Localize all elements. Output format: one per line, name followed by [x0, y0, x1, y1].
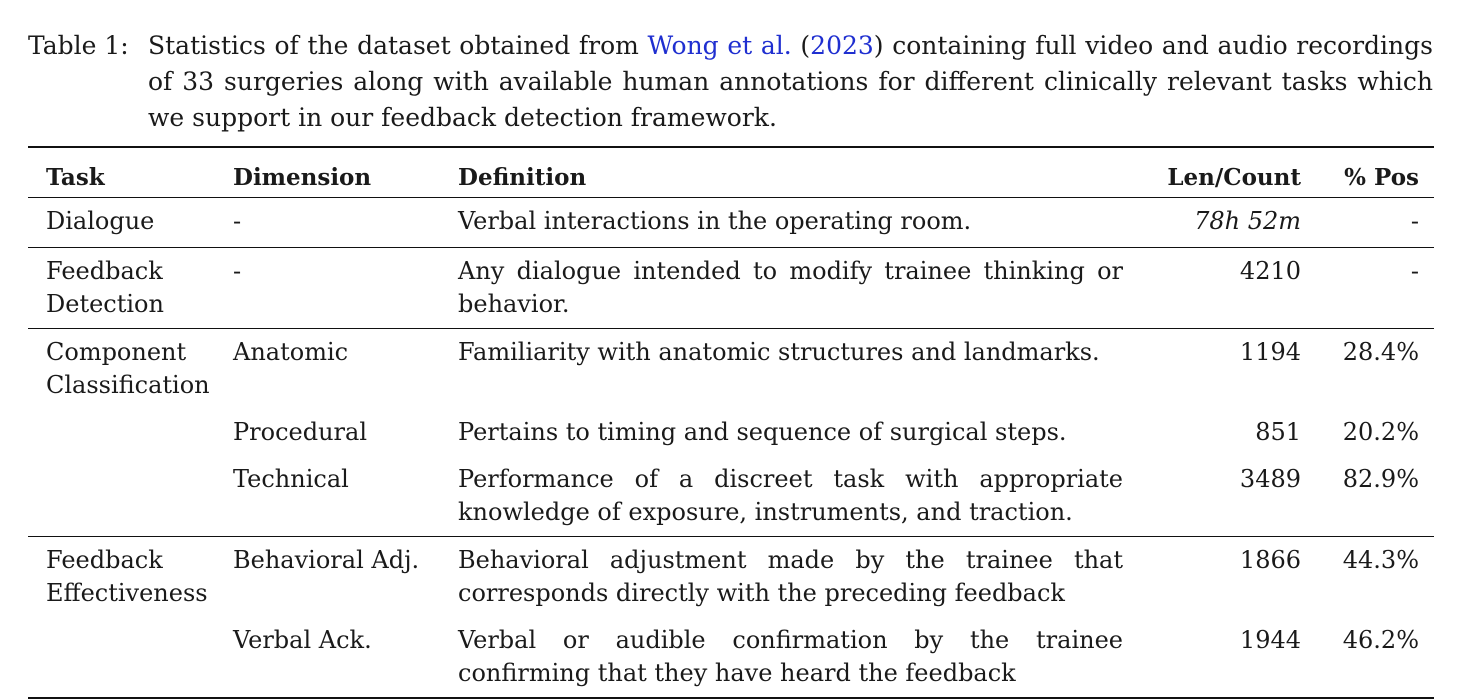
dimension-cell: Technical [233, 465, 349, 493]
definition-cell: Verbal interactions in the operating room. [458, 207, 972, 235]
task-cell: Component Classification [46, 338, 210, 399]
table-group [28, 248, 1434, 329]
table-header-row [28, 148, 1434, 198]
table-row [28, 205, 1434, 238]
len-count-cell: 851 [1255, 418, 1301, 446]
len-count-cell: 1866 [1239, 546, 1301, 574]
table-row [28, 624, 1434, 690]
citation-year-link[interactable]: 2023 [810, 31, 874, 60]
table-row [28, 255, 1434, 321]
header-dimension: Dimension [233, 164, 372, 191]
len-count-cell: 3489 [1239, 465, 1301, 493]
definition-cell: Any dialogue intended to modify trainee thinking or behavior. [458, 257, 1123, 318]
table-group [28, 329, 1434, 537]
pct-pos-cell: - [1410, 207, 1419, 235]
caption-text-start: Statistics of the dataset obtained from [148, 31, 648, 60]
table-row [28, 544, 1434, 610]
header-len-count: Len/Count [1167, 164, 1301, 191]
dimension-cell: Verbal Ack. [233, 626, 372, 654]
caption-year-open: ( [791, 31, 811, 60]
len-count-cell: 78h 52m [1194, 207, 1301, 235]
definition-cell: Familiarity with anatomic structures and landmarks. [458, 338, 1100, 366]
pct-pos-cell: 20.2% [1342, 418, 1419, 446]
header-definition: Definition [458, 164, 587, 191]
dimension-cell: Procedural [233, 418, 367, 446]
task-cell [28, 463, 215, 529]
task-cell: Dialogue [46, 207, 155, 235]
task-cell [28, 416, 215, 449]
dimension-cell: Behavioral Adj. [233, 546, 420, 574]
pct-pos-cell: 46.2% [1342, 626, 1419, 654]
citation-author-link[interactable]: Wong et al. [647, 31, 792, 60]
header-pct-pos: % Pos [1344, 164, 1419, 191]
pct-pos-cell: 44.3% [1342, 546, 1419, 574]
task-cell: Feedback Detection [46, 257, 164, 318]
dimension-cell: Anatomic [233, 338, 349, 366]
caption-label: Table 1: [28, 31, 129, 60]
definition-cell: Verbal or audible confirmation by the trainee confirming that they have heard the feedback [458, 626, 1123, 687]
header-task: Task [46, 164, 105, 191]
definition-cell: Pertains to timing and sequence of surgical steps. [458, 418, 1067, 446]
len-count-cell: 1944 [1239, 626, 1301, 654]
table-group [28, 198, 1434, 248]
table-row [28, 336, 1434, 402]
definition-cell: Performance of a discreet task with appropriate knowledge of exposure, instruments, and traction. [458, 465, 1123, 526]
table-body [28, 198, 1434, 697]
task-cell: Feedback Effectiveness [46, 546, 208, 607]
len-count-cell: 1194 [1239, 338, 1301, 366]
table-row [28, 463, 1434, 529]
definition-cell: Behavioral adjustment made by the trainee that corresponds directly with the preceding feedback [458, 546, 1123, 607]
table-row [28, 416, 1434, 449]
statistics-table [28, 146, 1434, 699]
table-group [28, 537, 1434, 697]
task-cell [28, 624, 215, 690]
pct-pos-cell: 82.9% [1342, 465, 1419, 493]
table-caption [28, 28, 1433, 136]
caption-text-end: ) containing full video and audio recordings of 33 surgeries along with available human annotations for different clinically relevant tasks which we support in our feedback detection framework. [148, 31, 1433, 132]
dimension-cell: - [233, 207, 242, 235]
dimension-cell: - [233, 257, 242, 285]
caption-text [148, 28, 1433, 136]
len-count-cell: 4210 [1239, 257, 1301, 285]
pct-pos-cell: - [1410, 257, 1419, 285]
pct-pos-cell: 28.4% [1342, 338, 1419, 366]
